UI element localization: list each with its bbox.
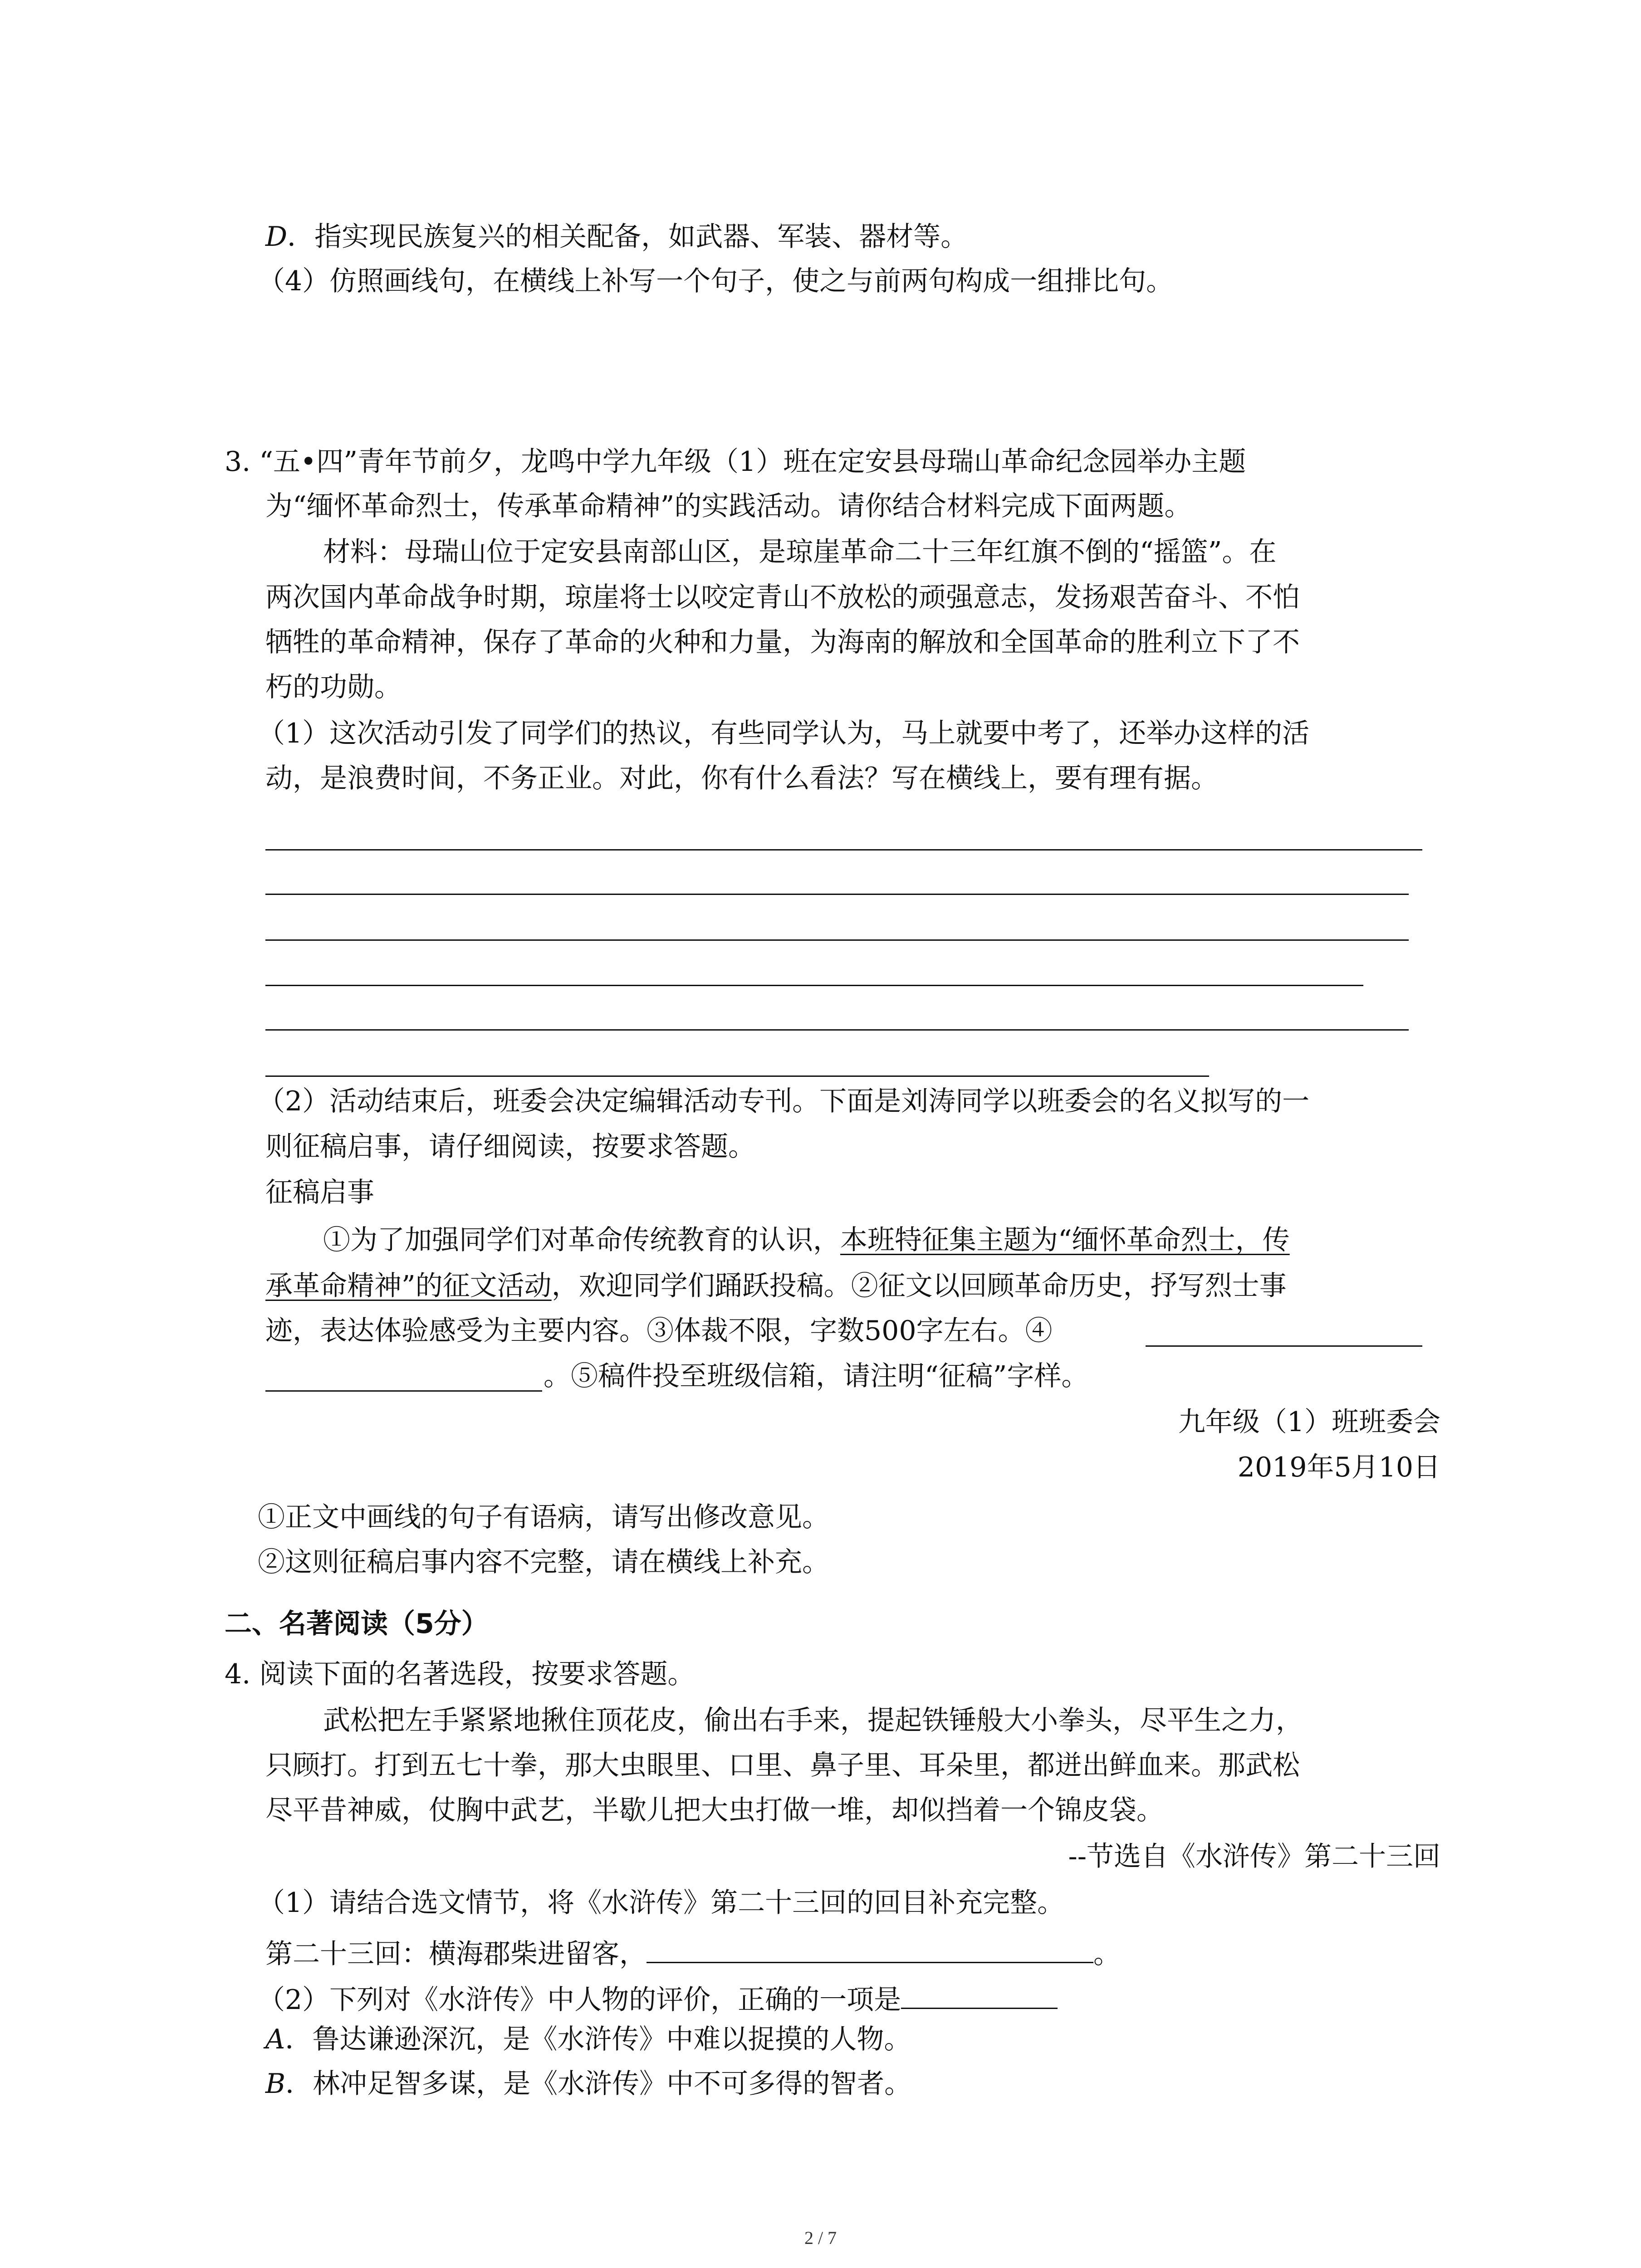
notice-blank-part1[interactable] xyxy=(1146,1345,1422,1347)
page-number: 2 / 7 xyxy=(804,2228,837,2248)
material-line3: 牺牲的革命精神，保存了革命的火种和力量，为海南的解放和全国革命的胜利立下了不 xyxy=(265,626,1300,658)
answer-line-2[interactable] xyxy=(265,894,1409,895)
chapter-title-blank[interactable] xyxy=(647,1935,1093,1963)
notice-line1 xyxy=(323,1224,1290,1256)
excerpt-line1: 武松把左手紧紧地揪住顶花皮，偷出右手来，提起铁锤般大小拳头，尽平生之力， xyxy=(323,1705,1303,1736)
q3-intro-line2: 为“缅怀革命烈士，传承革命精神”的实践活动。请你结合材料完成下面两题。 xyxy=(265,490,1192,522)
q4-sub2-answer-blank[interactable] xyxy=(901,1980,1058,2009)
option-d-text: ．指实现民族复兴的相关配备，如武器、军装、器材等。 xyxy=(287,221,968,253)
q3-task2: ②这则征稿启事内容不完整，请在横线上补充。 xyxy=(258,1546,829,1578)
option-d xyxy=(265,221,968,253)
answer-line-6[interactable] xyxy=(265,1075,1209,1077)
chapter-title-line xyxy=(265,1935,1121,1968)
notice-blank-part2[interactable] xyxy=(265,1390,542,1392)
option-b-text: ．林冲足智多谋，是《水浒传》中不可多得的智者。 xyxy=(285,2068,912,2100)
q3-sub1-line1: （1）这次活动引发了同学们的热议，有些同学认为，马上就要中考了，还举办这样的活 xyxy=(258,718,1310,749)
answer-line-4[interactable] xyxy=(265,985,1363,986)
answer-line-3[interactable] xyxy=(265,939,1409,941)
q3-sub2-line1: （2）活动结束后，班委会决定编辑活动专刊。下面是刘涛同学以班委会的名义拟写的一 xyxy=(258,1085,1310,1117)
notice-line2-b: ，欢迎同学们踊跃投稿。②征文以回顾革命历史，抒写烈士事 xyxy=(551,1270,1287,1302)
notice-line1-a: ①为了加强同学们对革命传统教育的认识， xyxy=(323,1224,840,1256)
q3-sub1-line2: 动，是浪费时间，不务正业。对此，你有什么看法？写在横线上，要有理有据。 xyxy=(265,763,1218,794)
notice-title: 征稿启事 xyxy=(265,1177,374,1208)
q4-sub2 xyxy=(258,1980,1058,2014)
notice-line4: 。⑤稿件投至班级信箱，请注明“征稿”字样。 xyxy=(544,1360,1089,1392)
material-line1: 材料：母瑞山位于定安县南部山区，是琼崖革命二十三年红旗不倒的“摇篮”。在 xyxy=(323,536,1277,568)
notice-date: 2019年5月10日 xyxy=(1237,1452,1440,1483)
notice-line3: 迹，表达体验感受为主要内容。③体裁不限，字数500字左右。④ xyxy=(265,1315,1053,1347)
chapter-title-prefix: 第二十三回：横海郡柴进留客， xyxy=(265,1938,647,1970)
notice-flawed-sentence-part1: 本班特征集主题为“缅怀革命烈士，传 xyxy=(840,1224,1290,1256)
notice-flawed-sentence-part2: 承革命精神”的征文活动 xyxy=(265,1270,552,1302)
q3-sub2-line2: 则征稿启事，请仔细阅读，按要求答题。 xyxy=(265,1131,755,1163)
option-b-letter: B xyxy=(265,2068,286,2100)
notice-signature: 九年级（1）班班委会 xyxy=(1178,1406,1440,1438)
excerpt-source: --节选自《水浒传》第二十三回 xyxy=(1068,1841,1440,1872)
option-a-text: ．鲁达谦逊深沉，是《水浒传》中难以捉摸的人物。 xyxy=(285,2024,911,2055)
excerpt-line2: 只顾打。打到五七十拳，那大虫眼里、口里、鼻子里、耳朵里，都迸出鲜血来。那武松 xyxy=(265,1750,1300,1781)
option-a-letter: A xyxy=(265,2024,285,2055)
q3-intro-line1: 3. “五•四”青年节前夕，龙鸣中学九年级（1）班在定安县母瑞山革命纪念园举办主题 xyxy=(225,446,1246,478)
material-line2: 两次国内革命战争时期，琼崖将士以咬定青山不放松的顽强意志，发扬艰苦奋斗、不怕 xyxy=(265,582,1300,613)
q4-intro: 4. 阅读下面的名著选段，按要求答题。 xyxy=(225,1658,695,1690)
answer-line-5[interactable] xyxy=(265,1029,1409,1031)
excerpt-line3: 尽平昔神威，仗胸中武艺，半歇儿把大虫打做一堆，却似挡着一个锦皮袋。 xyxy=(265,1794,1164,1826)
option-d-letter: D xyxy=(265,221,288,253)
section2-heading: 二、名著阅读（5分） xyxy=(225,1608,489,1640)
q4-sub2-text: （2）下列对《水浒传》中人物的评价，正确的一项是 xyxy=(258,1984,901,2016)
q2-sub4: （4）仿照画线句，在横线上补写一个句子，使之与前两句构成一组排比句。 xyxy=(258,265,1174,297)
q3-task1: ①正文中画线的句子有语病，请写出修改意见。 xyxy=(258,1501,829,1533)
material-line4: 朽的功勋。 xyxy=(265,671,402,703)
option-a xyxy=(265,2026,911,2053)
option-b xyxy=(265,2068,912,2100)
chapter-title-suffix: 。 xyxy=(1093,1938,1121,1970)
answer-line-1[interactable] xyxy=(265,849,1422,850)
q4-sub1: （1）请结合选文情节，将《水浒传》第二十三回的回目补充完整。 xyxy=(258,1887,1065,1919)
notice-line2 xyxy=(265,1272,1287,1300)
